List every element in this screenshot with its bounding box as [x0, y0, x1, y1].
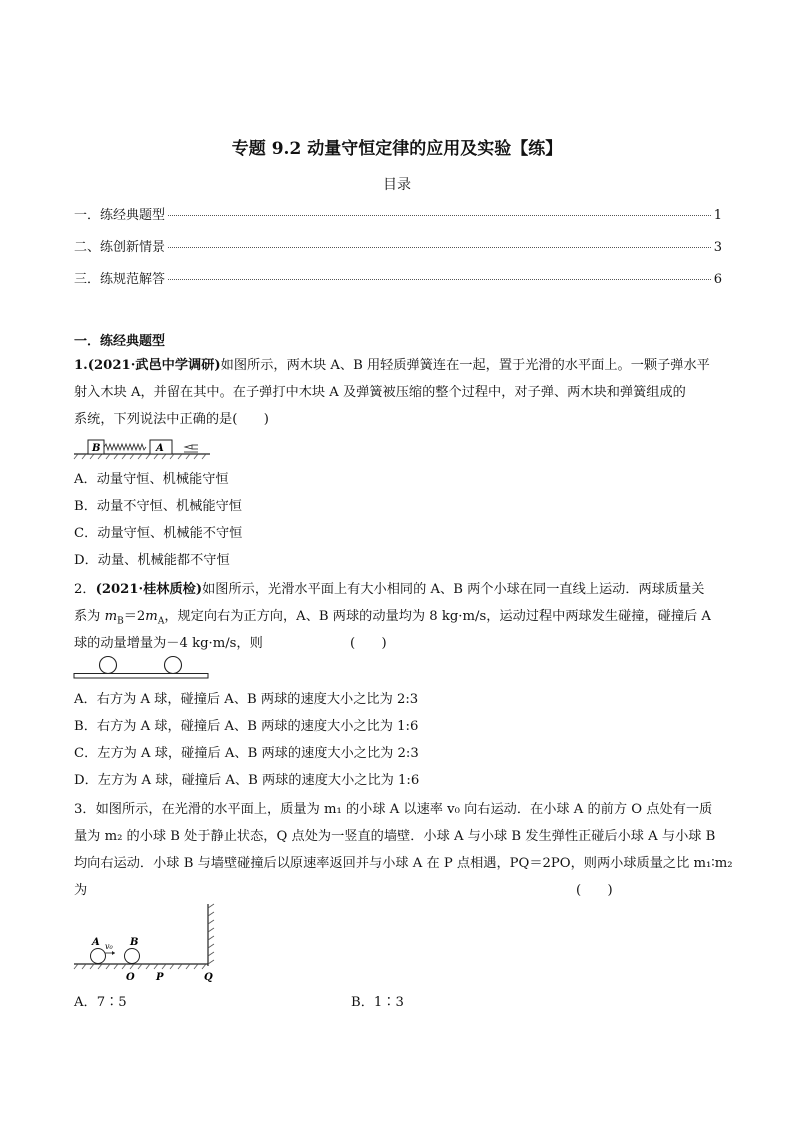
q2-stem-a: 如图所示，光滑水平面上有大小相同的 A、B 两个小球在同一直线上运动．两球质量关 — [202, 582, 705, 597]
toc-item[interactable] — [74, 268, 722, 288]
q2-ball-right — [165, 657, 182, 674]
toc-dot-leader — [168, 247, 711, 248]
q1-option-c[interactable]: C．动量守恒、机械能不守恒 — [74, 526, 243, 541]
q2-answer-paren: ( ) — [350, 636, 387, 651]
q2-stem-b1: 系为 — [74, 609, 105, 624]
toc-heading: 目录 — [383, 177, 411, 193]
q2-mass-b: m — [104, 609, 118, 624]
q3-option-a[interactable]: A．7∶5 — [74, 995, 127, 1010]
q1-figure-blocks-spring — [74, 436, 214, 460]
q3-option-b[interactable]: B．1∶3 — [351, 995, 404, 1010]
q3-ball-b — [125, 949, 140, 964]
q3-label-a: A — [92, 937, 100, 948]
q1-option-b[interactable]: B．动量不守恒、机械能守恒 — [74, 499, 242, 514]
q3-label-o: O — [126, 972, 135, 983]
section-heading: 一．练经典题型 — [74, 334, 166, 349]
q3-stem-c: 均向右运动．小球 B 与墙壁碰撞后以原速率返回并与小球 A 在 P 点相遇，PQ＝2PO，则两小球质量之比 m₁∶m₂ — [74, 856, 733, 871]
q2-option-c[interactable]: C．左方为 A 球，碰撞后 A、B 两球的速度大小之比为 2:3 — [74, 746, 419, 761]
q1-source: 1.(2021·武邑中学调研) — [74, 358, 221, 373]
q1-stem-c: 系统，下列说法中正确的是( ) — [74, 412, 269, 427]
q1-stem-a: 如图所示，两木块 A、B 用轻质弹簧连在一起，置于光滑的水平面上。一颗子弹水平 — [220, 358, 710, 373]
q3-label-v0: v₀ — [105, 942, 113, 951]
q2-option-d[interactable]: D．左方为 A 球，碰撞后 A、B 两球的速度大小之比为 1:6 — [74, 773, 420, 788]
q2-number: 2． — [74, 582, 96, 597]
q3-label-p: P — [156, 972, 164, 983]
toc-item-page: 3 — [713, 240, 722, 255]
q1-block-a-label: A — [156, 443, 164, 454]
q1-option-a[interactable]: A．动量守恒、机械能守恒 — [74, 472, 229, 487]
toc-item-label: 三．练规范解答 — [74, 272, 166, 287]
q2-stem-line — [74, 576, 704, 603]
q3-stem-d: 为 — [74, 883, 88, 898]
q2-mass-a: m — [145, 609, 158, 624]
q3-label-b: B — [130, 937, 139, 948]
q2-mass-a-sub: A — [157, 616, 165, 627]
q2-option-a[interactable]: A．右方为 A 球，碰撞后 A、B 两球的速度大小之比为 2:3 — [74, 692, 419, 707]
toc-item-page: 6 — [713, 272, 722, 287]
q3-ball-a — [91, 949, 106, 964]
q2-mass-b-sub: B — [117, 616, 124, 627]
q1-stem-line — [74, 352, 710, 379]
q3-figure-wall — [74, 904, 224, 984]
q2-source: (2021·桂林质检) — [95, 582, 203, 597]
toc-item-page: 1 — [713, 208, 722, 223]
q3-stem-b: 量为 m₂ 的小球 B 处于静止状态，Q 点处为一竖直的墙壁．小球 A 与小球 B 发生弹性正碰后小球 A 与小球 B — [74, 829, 716, 844]
toc-item-label: 二、练创新情景 — [74, 240, 166, 255]
q2-eq: ＝2 — [123, 609, 146, 624]
toc-item[interactable] — [74, 236, 722, 256]
q1-block-b-label: B — [92, 443, 101, 454]
q1-option-d[interactable]: D．动量、机械能都不守恒 — [74, 553, 230, 568]
q1-stem-b: 射入木块 A，并留在其中。在子弹打中木块 A 及弹簧被压缩的整个过程中，对子弹、两木块和弹簧组成的 — [74, 385, 686, 400]
q3-label-q: Q — [204, 972, 213, 983]
q2-ball-left — [100, 657, 117, 674]
q3-stem-a: 3．如图所示，在光滑的水平面上，质量为 m₁ 的小球 A 以速率 v₀ 向右运动．在小球 A 的前方 O 点处有一质 — [74, 802, 713, 817]
toc-item[interactable] — [74, 204, 722, 224]
q2-stem-c: 球的动量增量为－4 kg·m/s，则 — [74, 636, 263, 651]
q2-stem-b2: ，规定向右为正方向，A、B 两球的动量均为 8 kg·m/s，运动过程中两球发生碰撞，碰撞后 A — [164, 609, 711, 624]
page-title: 专题 9.2 动量守恒定律的应用及实验【练】 — [231, 139, 563, 159]
q2-figure-balls — [74, 654, 210, 680]
toc-dot-leader — [168, 215, 711, 216]
toc-item-label: 一．练经典题型 — [74, 208, 166, 223]
toc-dot-leader — [168, 279, 711, 280]
q3-answer-paren: ( ) — [576, 883, 613, 898]
q2-option-b[interactable]: B．右方为 A 球，碰撞后 A、B 两球的速度大小之比为 1:6 — [74, 719, 419, 734]
